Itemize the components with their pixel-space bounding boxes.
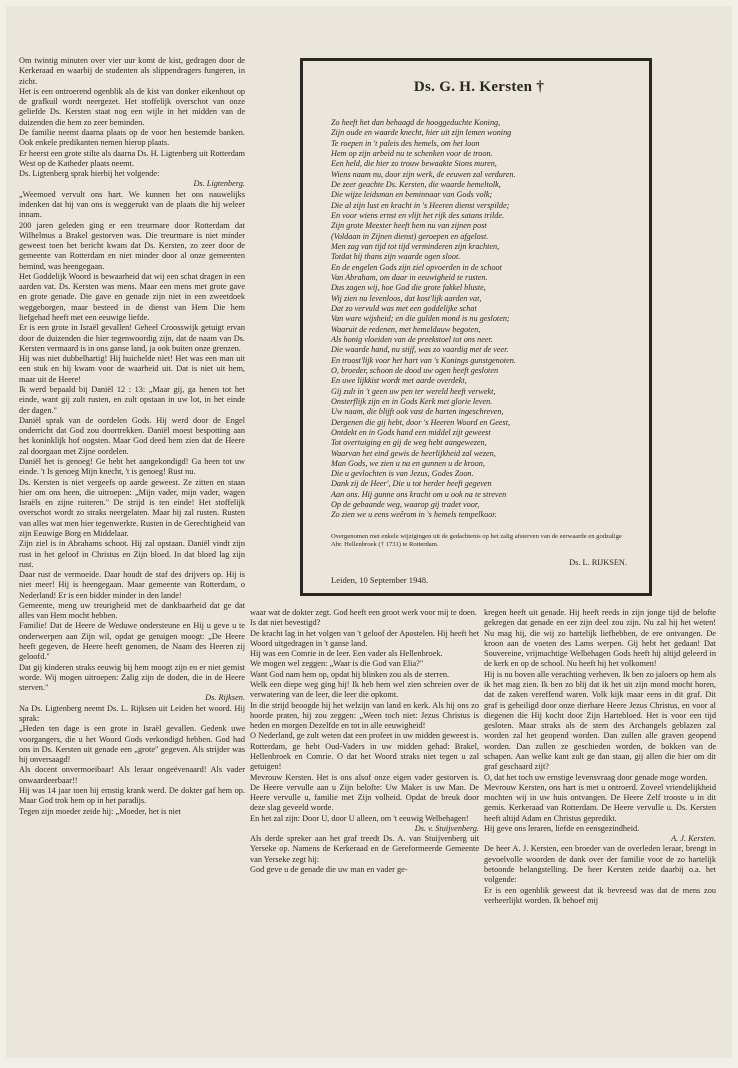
paragraph: Tegen zijn moeder zeide hij: „Moeder, het is niet xyxy=(19,806,181,816)
poem-line: Waaruit de redenen, met hemeldauw begoten, xyxy=(331,324,481,334)
paragraph: Om twintig minuten over vier uur komt de kist, gedragen door de Kerkeraad en waarbij de studenten als slippendragers fungeren, in zicht. xyxy=(19,56,245,86)
poem-line: Gij zult in 't geen uw pen ter wereld heeft verwekt, xyxy=(331,386,496,396)
paragraph: Want God nam hem op, opdat hij blinken zou als de sterren. xyxy=(250,669,450,679)
poem-line: Wij zien nu levenloos, dat kost'lijk aarden vat, xyxy=(331,293,482,303)
poem-line: Zijn grote Meester heeft hem nu van zijnen post xyxy=(331,221,487,231)
speaker-name: A. J. Kersten. xyxy=(671,834,716,844)
paragraph: Hij was niet dubbelhartig! Hij huichelde niet! Het was een man uit een stuk en hij kwam voor de waarheid uit. Dat is niet uit hem, maar uit de Heere! xyxy=(19,354,245,384)
poem-line: Dergenen die gij hebt, door 's Heeren Woord en Geest, xyxy=(331,417,511,427)
poem-line: Tot overtuiging en gij de weg hebt aangewezen, xyxy=(331,438,487,448)
paragraph: Daar rust de vermoeide. Daar houdt de staf des drijvers op. Hij is niet meer! Hij is heengegaan. Maar gemeente van Rotterdam, o Nederland! Er is een bidder minder in den lande! xyxy=(19,570,245,600)
paragraph: Welk een diepe weg ging hij! Ik heb hem wel zien schreien over de verwatering van de leer, die leer die opkomt. xyxy=(250,679,479,700)
paragraph: Hij was 14 jaar toen hij ernstig krank werd. De dokter gaf hem op. Maar God trok hem op in het paradijs. xyxy=(19,785,245,806)
paragraph: Na Ds. Ligtenberg neemt Ds. L. Rijksen uit Leiden het woord. Hij sprak: xyxy=(19,703,245,723)
poem-body xyxy=(331,118,627,521)
paragraph: Hij geve ons leraren, liefde en eensgezindheid. xyxy=(484,823,640,833)
paragraph: Mevrouw Kersten. Het is ons alsof onze eigen vader gestorven is. De Heere vervulle aan u Zijn belofte: Uw Maker is uw Man. De Heere vervulle u, familie met Zijn volheid. Opdat de breuk door deze slag geveeld worde. xyxy=(250,772,479,813)
poem-line: Zo heeft het dan behaagd de hooggeduchte Koning, xyxy=(331,118,501,127)
paragraph: Mevrouw Kersten, ons hart is met u ontroerd. Zoveel vriendelijkheid mochten wij in uw huis ontvangen. De Heere Zelf trooste u in dit gemis. Kerkeraad van Rotterdam. De Heere vervulle u. Ds. Kersten heeft altijd Adam en Christus gepredikt. xyxy=(484,782,716,823)
paragraph: Het Goddelijk Woord is bewaarheid dat wij een schat dragen in een aarden vat. Ds. Kersten was mens. Maar een mens met grote gave en grote genade. Die gave en genade zijn niet in een zweetdoek weggeborgen, maar besteed in de dienst van Hem Die hem liefgehad heeft met een eeuwige liefde. xyxy=(19,271,245,323)
paragraph: Hij was een Comrie in de leer. Een vader als Hellenbroek. xyxy=(250,649,443,659)
paragraph: waar wat de dokter zegt. God heeft een groot werk voor mij te doen. xyxy=(250,608,477,617)
paragraph: Ik werd bepaald bij Daniël 12 : 13: „Maar gij, ga henen tot het einde, want gij zult rusten, en zult opstaan in uw lot, in het einde der dagen." xyxy=(19,385,245,415)
poem-line: Zo zien we u eens weêrom in 's hemels tempelkoor. xyxy=(331,510,497,520)
poem-line: Men zag van tijd tot tijd verminderen zijn krachten, xyxy=(331,241,500,251)
poem-line: (Voldaan in Zijnen dienst) geroepen en afgelost. xyxy=(331,231,489,241)
paragraph: Het is een ontroerend ogenblik als de kist van donker eikenhout op de grafkuil wordt neergezet. Het stoffelijk overschot van onze geliefde Ds. Kersten staat nog een wijle in het midden van de duizenden die hem zo zeer beminden. xyxy=(19,86,245,127)
poem-line: Een held, die hier zo trouw bewaakte Sions muren, xyxy=(331,159,497,169)
paragraph: Hij is nu boven alle verachting verheven. Ik ben zo jaloers op hem als ik het mag zien. Ik ben zo blij dat ik het uit zijn mond mocht horen, dat de zaken vereffend waren. Volk kijk maar eens in dit graf. Dit graf is geheiligd door onze dierbare Heere Jezus Christus, en voor al diegenen die Hij kocht door Zijn Hartebloed. Het is voor een tijd gesloten. Maar straks als de stem des Archangels geblazen zal worden zal het geopend worden. Dan zullen alle graven geopend worden. Dan zullen ze geschieden worden, de bokken van de schapen. Aan welke kant zult ge dan staan, gij allen die hier om dit graf geschaard zijt? xyxy=(484,669,716,772)
paragraph: Daniël het is genoeg! Ge hebt het aangekondigd! Ga heen tot uw einde. 't Is genoeg Mijn knecht, 't is genoeg! Rust nu. xyxy=(19,456,245,477)
paragraph: De familie neemt daarna plaats op de voor hen bestemde banken. Ook enkele predikanten nemen hierop plaats. xyxy=(19,127,245,148)
paragraph: De kracht lag in het volgen van 't geloof der Apostelen. Hij heeft het Woord uitgedragen in 't ganse land. xyxy=(250,628,479,648)
poem-line: Dank zij de Heer', Die u tot herder heeft gegeven xyxy=(331,479,492,489)
paragraph: Zijn ziel is in Abrahams schoot. Hij zal opstaan. Daniël vindt zijn rust in het geloof in Christus en Zijn bloed. In dat bloed lag zijn rust. xyxy=(19,539,245,569)
poem-line: De zeer geachte Ds. Kersten, die waarde hemeltolk, xyxy=(331,179,501,189)
poem-source-note: Overgenomen met enkele wijzigingen uit de gedachtenis op het zalig afsterven van de eerwaarde en godzalige Abr. Hellenbroek († 1731) te Rotterdam. xyxy=(331,532,622,549)
paragraph: God geve u de genade die uw man en vader ge- xyxy=(250,865,408,875)
paragraph: De heer A. J. Kersten, een broeder van de overleden leraar, brengt in gevoelvolle woorden de dank over der familie voor de zo hartelijk betoonde belangstelling. De heer Kersten zeide daarbij o.a. het volgende: xyxy=(484,844,716,885)
paragraph: Er is een ogenblik geweest dat ik bevreesd was dat de mens zou verheerlijkt worden. Ik behoef mij xyxy=(484,885,716,905)
poem-line: Die wijze leidsman en beminnaar van Gods volk; xyxy=(331,190,493,200)
poem-line: Hem op zijn arbeid nu te schenken voor de troon. xyxy=(331,148,493,158)
speaker-name: Ds. v. Stuijvenberg. xyxy=(414,823,479,833)
paragraph: Er is een grote in Israël gevallen! Geheel Croosswijk getuigt ervan door de duizenden die hier tegenwoordig zijn, dat de naam van Ds. Kersten vermaard is in ons ganse land, ja ook buiten onze grenzen. xyxy=(19,323,245,353)
poem-line: Man Gods, we zien u na en gunnen u de kroon, xyxy=(331,458,485,468)
poem-line: Dus zagen wij, hoe God die grote fakkel bluste, xyxy=(331,283,486,293)
paragraph: O, dat het toch uw ernstige levensvraag door genade moge worden. xyxy=(484,772,708,782)
poem-signer: Ds. L. RIJKSEN. xyxy=(569,557,627,567)
poem-line: Totdat hij thans zijn waarde ogen sloot. xyxy=(331,252,461,262)
paragraph: O Nederland, ge zult weten dat een profeet in uw midden geweest is. xyxy=(250,731,479,741)
column-right xyxy=(484,608,716,1018)
poem-line: Op de gebaande weg, waarop gij tradet voor, xyxy=(331,500,480,510)
paragraph: kregen heeft uit genade. Hij heeft reeds in zijn jonge tijd de belofte gekregen dat genade en eer zijn deel zou zijn. Nu zal hij het weten! Nu mag hij, die wij zo hartelijk liefhebben, de ere ontvangen. De kroon aan de voeten des Lams werpen. Gij hebt het gedaan! Dat Souvereine, vrijmachtige Welbehagen Gods heeft hij altijd geleerd in de kerk en op de school. Nu heeft hij het volkomen! xyxy=(484,608,716,669)
paragraph: Er heerst een grote stilte als daarna Ds. H. Ligtenberg uit Rotterdam West op de Katheder plaats neemt. xyxy=(19,148,245,168)
speaker-name: Ds. Ligtenberg. xyxy=(193,179,245,189)
poem-line: Die u gevlochten is van Jezus, Godes Zoon. xyxy=(331,469,474,479)
poem-line: Die al zijn lust en kracht in 's Heeren dienst verspilde; xyxy=(331,200,510,210)
poem-line: Onsterflijk zijn en in Gods Kerk met glorie leven. xyxy=(331,396,493,406)
poem-line: Waarvan het eind gewis de heerlijkheid zal wezen, xyxy=(331,448,496,458)
paragraph: We mogen wel zeggen: „Waar is die God van Elia?" xyxy=(250,659,424,669)
paragraph: Daniël sprak van de oordelen Gods. Hij werd door de Engel onderricht dat God zou doortrekken. Daniël moest bespotting aan het koninklijk hof oogsten. Maar God deed hem zien dat de Heere zal doorgaan met Zijne oordelen. xyxy=(19,415,245,456)
paragraph: Is dat niet bevestigd? xyxy=(250,618,321,628)
paragraph: Rotterdam, ge hebt Oud-Vaders in uw midden gehad: Brakel, Hellenbroek en Comrie. O dat het Woord straks niet tegen u zal getuigen! xyxy=(250,741,479,772)
memorial-poem-box xyxy=(300,58,652,596)
poem-line: Ontdekt en in Gods hand een middel zijt geweest xyxy=(331,427,491,437)
poem-line: Die waarde hand, nu stijf, was zo vaardig met de veer. xyxy=(331,345,509,355)
paragraph: En het zal zijn: Door U, door U alleen, om 't eeuwig Welbehagen! xyxy=(250,813,469,823)
paragraph: „Weemoed vervult ons hart. We kunnen het ons nauwelijks indenken dat hij van ons is weggerukt van de plaats die hij weleer innam. xyxy=(19,189,245,220)
paragraph: Ds. Kersten is niet vergeefs op aarde geweest. Ze zitten en staan hier om ons heen, die uitroepen: „Mijn vader, mijn vader, wagen Israëls en zijne ruiteren." De strijd is ten einde! Het stoffelijk overschot wordt zo straks neergelaten. Maar hij zal rusten. Rusten van alles wat men hier tegenwerkte. Rusten in de Gerechtigheid van zijn Eeuwige Borg en Middelaar. xyxy=(19,477,245,538)
poem-line: En voor wiens ernst en vlijt het rijk des satans trilde. xyxy=(331,210,505,220)
poem-line: En uwe lijkkist wordt met aarde overdekt, xyxy=(331,376,467,386)
column-left xyxy=(19,56,245,1016)
column-middle xyxy=(250,608,479,1018)
poem-line: Als honig vloeiden van de preekstoel tot ons neer. xyxy=(331,334,493,344)
poem-line: Wiens naam nu, door zijn werk, de eeuwen zal verduren. xyxy=(331,169,516,179)
newspaper-page xyxy=(6,6,732,1058)
paragraph: Gemeente, meng uw treurigheid met de dankbaarheid dat ge dat alles van Hem mocht hebben. xyxy=(19,600,245,621)
paragraph: Familie! Dat de Heere de Weduwe ondersteune en Hij u geve u te onderwerpen aan Zijn wil, opdat ge getuigen moogt: „De Heere heeft gegeven, de Heere heeft genomen, de Naam des Heeren zij geloofd." xyxy=(19,621,245,662)
poem-line: Dat zo vervuld was met een goddelijke schat xyxy=(331,303,477,313)
paragraph: Dat gij kinderen straks eeuwig bij hem moogt zijn en er niet gemist worde. Wij mogen uitroepen: Zalig zijn de doden, die in de Heere sterven." xyxy=(19,662,245,693)
poem-line: Aan ons. Hij gunne ons kracht om u ook na te streven xyxy=(331,489,507,499)
paragraph: 200 jaren geleden ging er een treurmare door Rotterdam dat Wilhelmus a Brakel gestorven was. Die treurmare is niet minder geweest toen het bericht kwam dat Ds. Kersten, zo zeer door de gemeente van Rotterdam en niet minder door al onze gemeenten bemind, was heengegaan. xyxy=(19,220,245,271)
paragraph: In die strijd beoogde hij het welzijn van land en kerk. Als hij ons zo hoorde praten, hij zou zeggen: „Ween toch niet: Jezus Christus is heden en morgen Dezelfde en tot in alle eeuwigheid! xyxy=(250,700,479,731)
poem-date: Leiden, 10 September 1948. xyxy=(331,574,429,585)
paragraph: Als derde spreker aan het graf treedt Ds. A. van Stuijvenberg uit Yerseke op. Namens de Kerkeraad en de Gereformeerde Gemeente van Yerseke zegt hij: xyxy=(250,834,479,864)
poem-line: Te roepen in 't paleis des hemels, om het loon xyxy=(331,138,480,148)
paragraph: Als docent onvermoeibaar! Als leraar ongeëvenaard! Als vader onwaardeerbaar!! xyxy=(19,765,245,785)
paragraph: Ds. Ligtenberg sprak hierbij het volgende: xyxy=(19,169,160,179)
poem-title: Ds. G. H. Kersten † xyxy=(413,79,545,95)
poem-line: Van ware wijsheid; en die gulden mond is nu gesloten; xyxy=(331,314,510,324)
poem-line: En de engelen Gods zijn ziel opvoerden in de schoot xyxy=(331,262,502,272)
paragraph: „Heden ten dage is een grote in Israël gevallen. Gedenk uwe voorgangers, die u het Woord Gods verkondigd hebben. God had ons in Ds. Kersten uit genade een „grote" gegeven. Als strijder was hij onversaagd! xyxy=(19,724,245,765)
poem-line: Zijn oude en waarde knecht, hier uit zijn lemen woning xyxy=(331,128,512,138)
speaker-name: Ds. Rijksen. xyxy=(205,693,245,703)
poem-line: Uw naam, die blijft ook vast de harten ingeschreven, xyxy=(331,407,504,417)
poem-line: En troost'lijk voor het hart van 's Konings gunstgenoten. xyxy=(331,355,516,365)
poem-line: Van Abraham, om daar in eeuwigheid te rusten. xyxy=(331,272,488,282)
poem-line: O, broeder, schoon de dood uw ogen heeft gesloten xyxy=(331,365,499,375)
